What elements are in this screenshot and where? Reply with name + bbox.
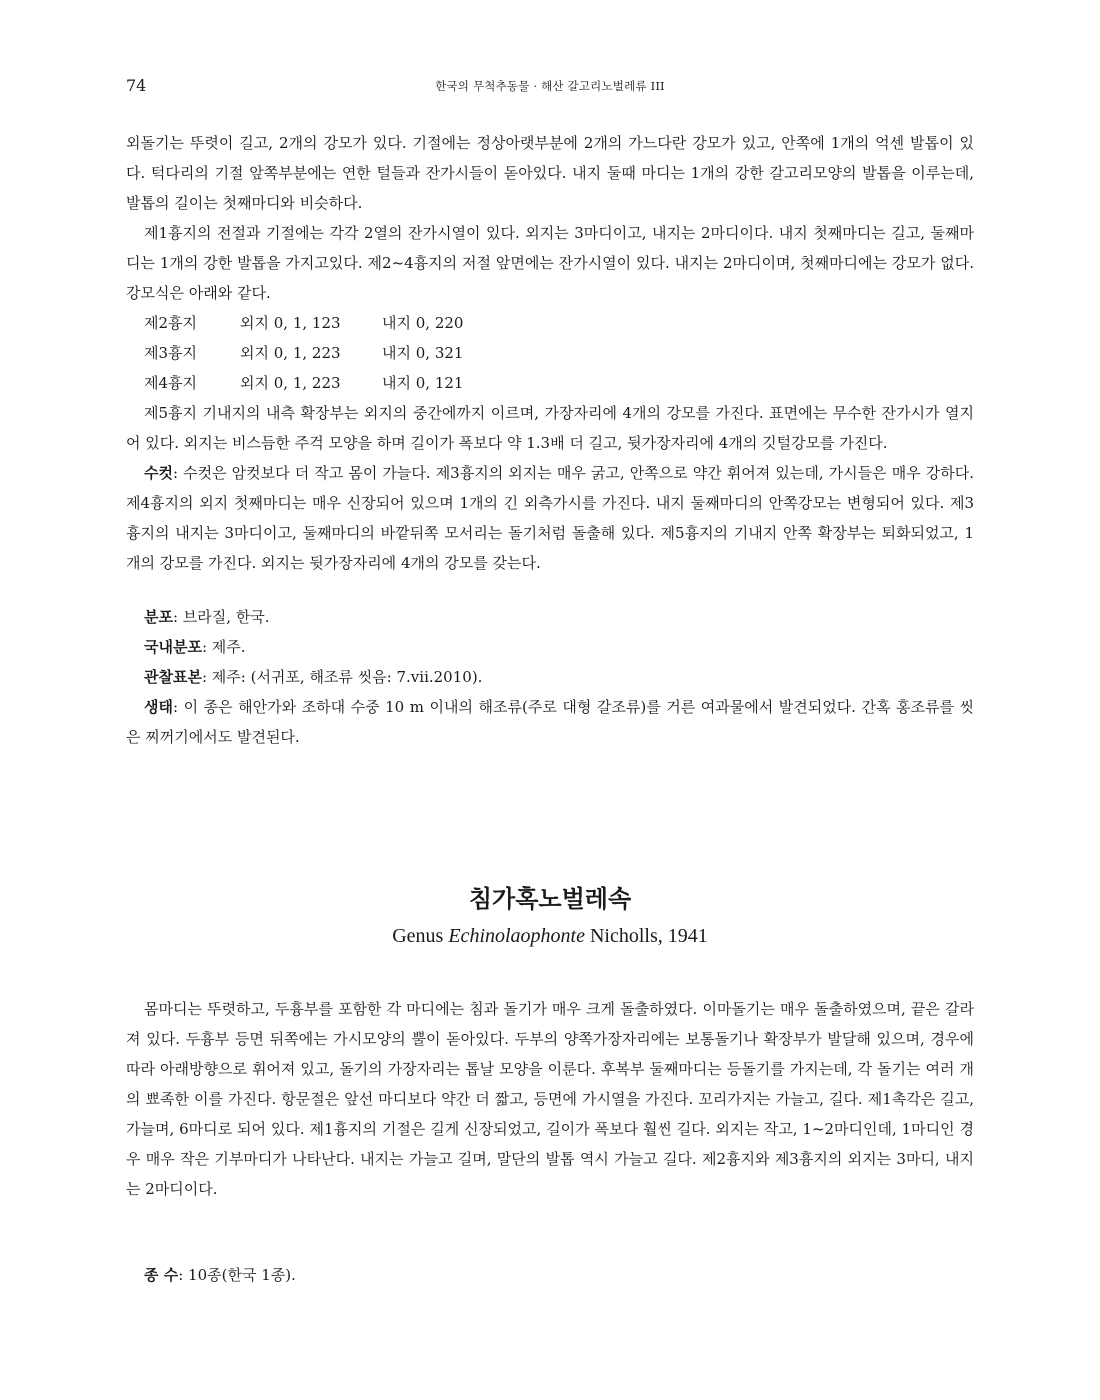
distribution bbox=[126, 602, 974, 632]
material-text: : 제주: (서귀포, 해조류 씻음: 7.vii.2010). bbox=[201, 668, 483, 686]
distribution-label: 분포 bbox=[144, 608, 173, 626]
setal-formula-row bbox=[126, 338, 974, 368]
formula-exopod: 외지 0, 1, 123 bbox=[240, 314, 341, 332]
genus-description-block bbox=[126, 994, 974, 1204]
page-number: 74 bbox=[126, 76, 147, 95]
species-count-label: 종 수 bbox=[144, 1266, 179, 1284]
formula-endopod: 내지 0, 321 bbox=[382, 344, 464, 362]
species-count-text: : 10종(한국 1종). bbox=[178, 1266, 296, 1284]
ecology bbox=[126, 692, 974, 752]
material-examined bbox=[126, 662, 974, 692]
setal-formula-row bbox=[126, 308, 974, 338]
formula-endopod: 내지 0, 121 bbox=[382, 374, 464, 392]
formula-segment: 제3흉지 bbox=[144, 344, 198, 362]
paragraph-mouthparts: 외돌기는 뚜렷이 길고, 2개의 강모가 있다. 기절에는 정상아랫부분에 2개의 가느다란 강모가 있고, 안쪽에 1개의 억센 발톱이 있다. 턱다리의 기절 앞쪽부분에는 연한 털들과 잔가시들이 돋아있다. 내지 둘때 마디는 1개의 강한 갈고리모양의 발톱을 이루는데, 발톱의 길이는 첫째마디와 비슷하다. bbox=[126, 134, 974, 212]
genus-prefix: Genus bbox=[392, 925, 444, 947]
domestic-text: : 제주. bbox=[201, 638, 246, 656]
distribution-text: : 브라질, 한국. bbox=[172, 608, 270, 626]
species-description bbox=[126, 128, 974, 752]
genus-authority: Nicholls, 1941 bbox=[589, 925, 708, 947]
genus-korean-name: 침가혹노벌레속 bbox=[468, 884, 632, 913]
formula-segment: 제2흉지 bbox=[144, 314, 198, 332]
species-count bbox=[126, 1260, 974, 1290]
paragraph-legs: 제1흉지의 전절과 기절에는 각각 2열의 잔가시열이 있다. 외지는 3마디이고, 내지는 2마디이다. 내지 첫째마디는 길고, 둘째마디는 1개의 강한 발톱을 가지고있다. 제2~4흉지의 저절 앞면에는 잔가시열이 있다. 내지는 2마디이며, 첫째마디에는 강모가 없다. 강모식은 아래와 같다. bbox=[126, 224, 974, 302]
ecology-text: : 이 종은 해안가와 조하대 수중 10 m 이내의 해조류(주로 대형 갈조류)를 거른 여과물에서 발견되었다. 간혹 홍조류를 씻은 찌꺼기에서도 발견된다. bbox=[126, 698, 974, 746]
male-label: 수컷 bbox=[144, 464, 173, 482]
paragraph-male bbox=[126, 458, 974, 578]
formula-endopod: 내지 0, 220 bbox=[382, 314, 464, 332]
formula-exopod: 외지 0, 1, 223 bbox=[240, 374, 341, 392]
material-label: 관찰표본 bbox=[144, 668, 202, 686]
domestic-distribution bbox=[126, 632, 974, 662]
genus-scientific-heading bbox=[126, 920, 974, 952]
formula-segment: 제4흉지 bbox=[144, 374, 198, 392]
ecology-label: 생태 bbox=[144, 698, 173, 716]
paragraph-fifth-leg: 제5흉지 기내지의 내측 확장부는 외지의 중간에까지 이르며, 가장자리에 4개의 강모를 가진다. 표면에는 무수한 잔가시가 열지어 있다. 외지는 비스듬한 주걱 모양을 하며 길이가 폭보다 약 1.3배 더 길고, 뒷가장자리에 4개의 깃털강모를 가진다. bbox=[126, 404, 974, 452]
genus-scientific-name: Echinolaophonte bbox=[448, 925, 585, 947]
genus-description: 몸마디는 뚜렷하고, 두흉부를 포함한 각 마디에는 침과 돌기가 매우 크게 돌출하였다. 이마돌기는 매우 돌출하였으며, 끝은 갈라져 있다. 두흉부 등면 뒤쪽에는 가시모양의 뿔이 돋아있다. 두부의 양쪽가장자리에는 보통돌기나 확장부가 발달해 있으며, 경우에 따라 아래방향으로 휘어져 있고, 돌기의 가장자리는 톱날 모양을 이룬다. 후복부 둘째마디는 등돌기를 가지는데, 각 돌기는 여러 개의 뾰족한 이를 가진다. 항문절은 앞선 마디보다 약간 더 짧고, 등면에 가시열을 가진다. 꼬리가지는 가늘고, 길다. 제1촉각은 길고, 가늘며, 6마디로 되어 있다. 제1흉지의 기절은 길게 신장되었고, 길이가 폭보다 훨씬 길다. 외지는 작고, 1~2마디인데, 1마디인 경우 매우 작은 기부마디가 나타난다. 내지는 가늘고 길며, 말단의 발톱 역시 가늘고 길다. 제2흉지와 제3흉지의 외지는 3마디, 내지는 2마디이다. bbox=[126, 1000, 974, 1198]
formula-exopod: 외지 0, 1, 223 bbox=[240, 344, 341, 362]
running-title: 한국의 무척추동물 · 해산 갈고리노벌레류 III bbox=[435, 79, 665, 93]
page-header bbox=[126, 76, 974, 100]
setal-formula-row bbox=[126, 368, 974, 398]
male-text: : 수컷은 암컷보다 더 작고 몸이 가늘다. 제3흉지의 외지는 매우 굵고, 안쪽으로 약간 휘어져 있는데, 가시들은 매우 강하다. 제4흉지의 외지 첫째마디는 매우 신장되어 있으며 1개의 긴 외측가시를 가진다. 내지 둘째마디의 안쪽강모는 변형되어 있다. 제3흉지의 내지는 3마디이고, 둘째마디의 바깥뒤쪽 모서리는 돌기처럼 돌출해 있다. 제5흉지의 기내지 안쪽 확장부는 퇴화되었고, 1개의 강모를 가진다. 외지는 뒷가장자리에 4개의 강모를 갖는다. bbox=[126, 464, 974, 572]
genus-heading bbox=[126, 882, 974, 952]
domestic-label: 국내분포 bbox=[144, 638, 202, 656]
setal-formula-table bbox=[126, 308, 974, 398]
